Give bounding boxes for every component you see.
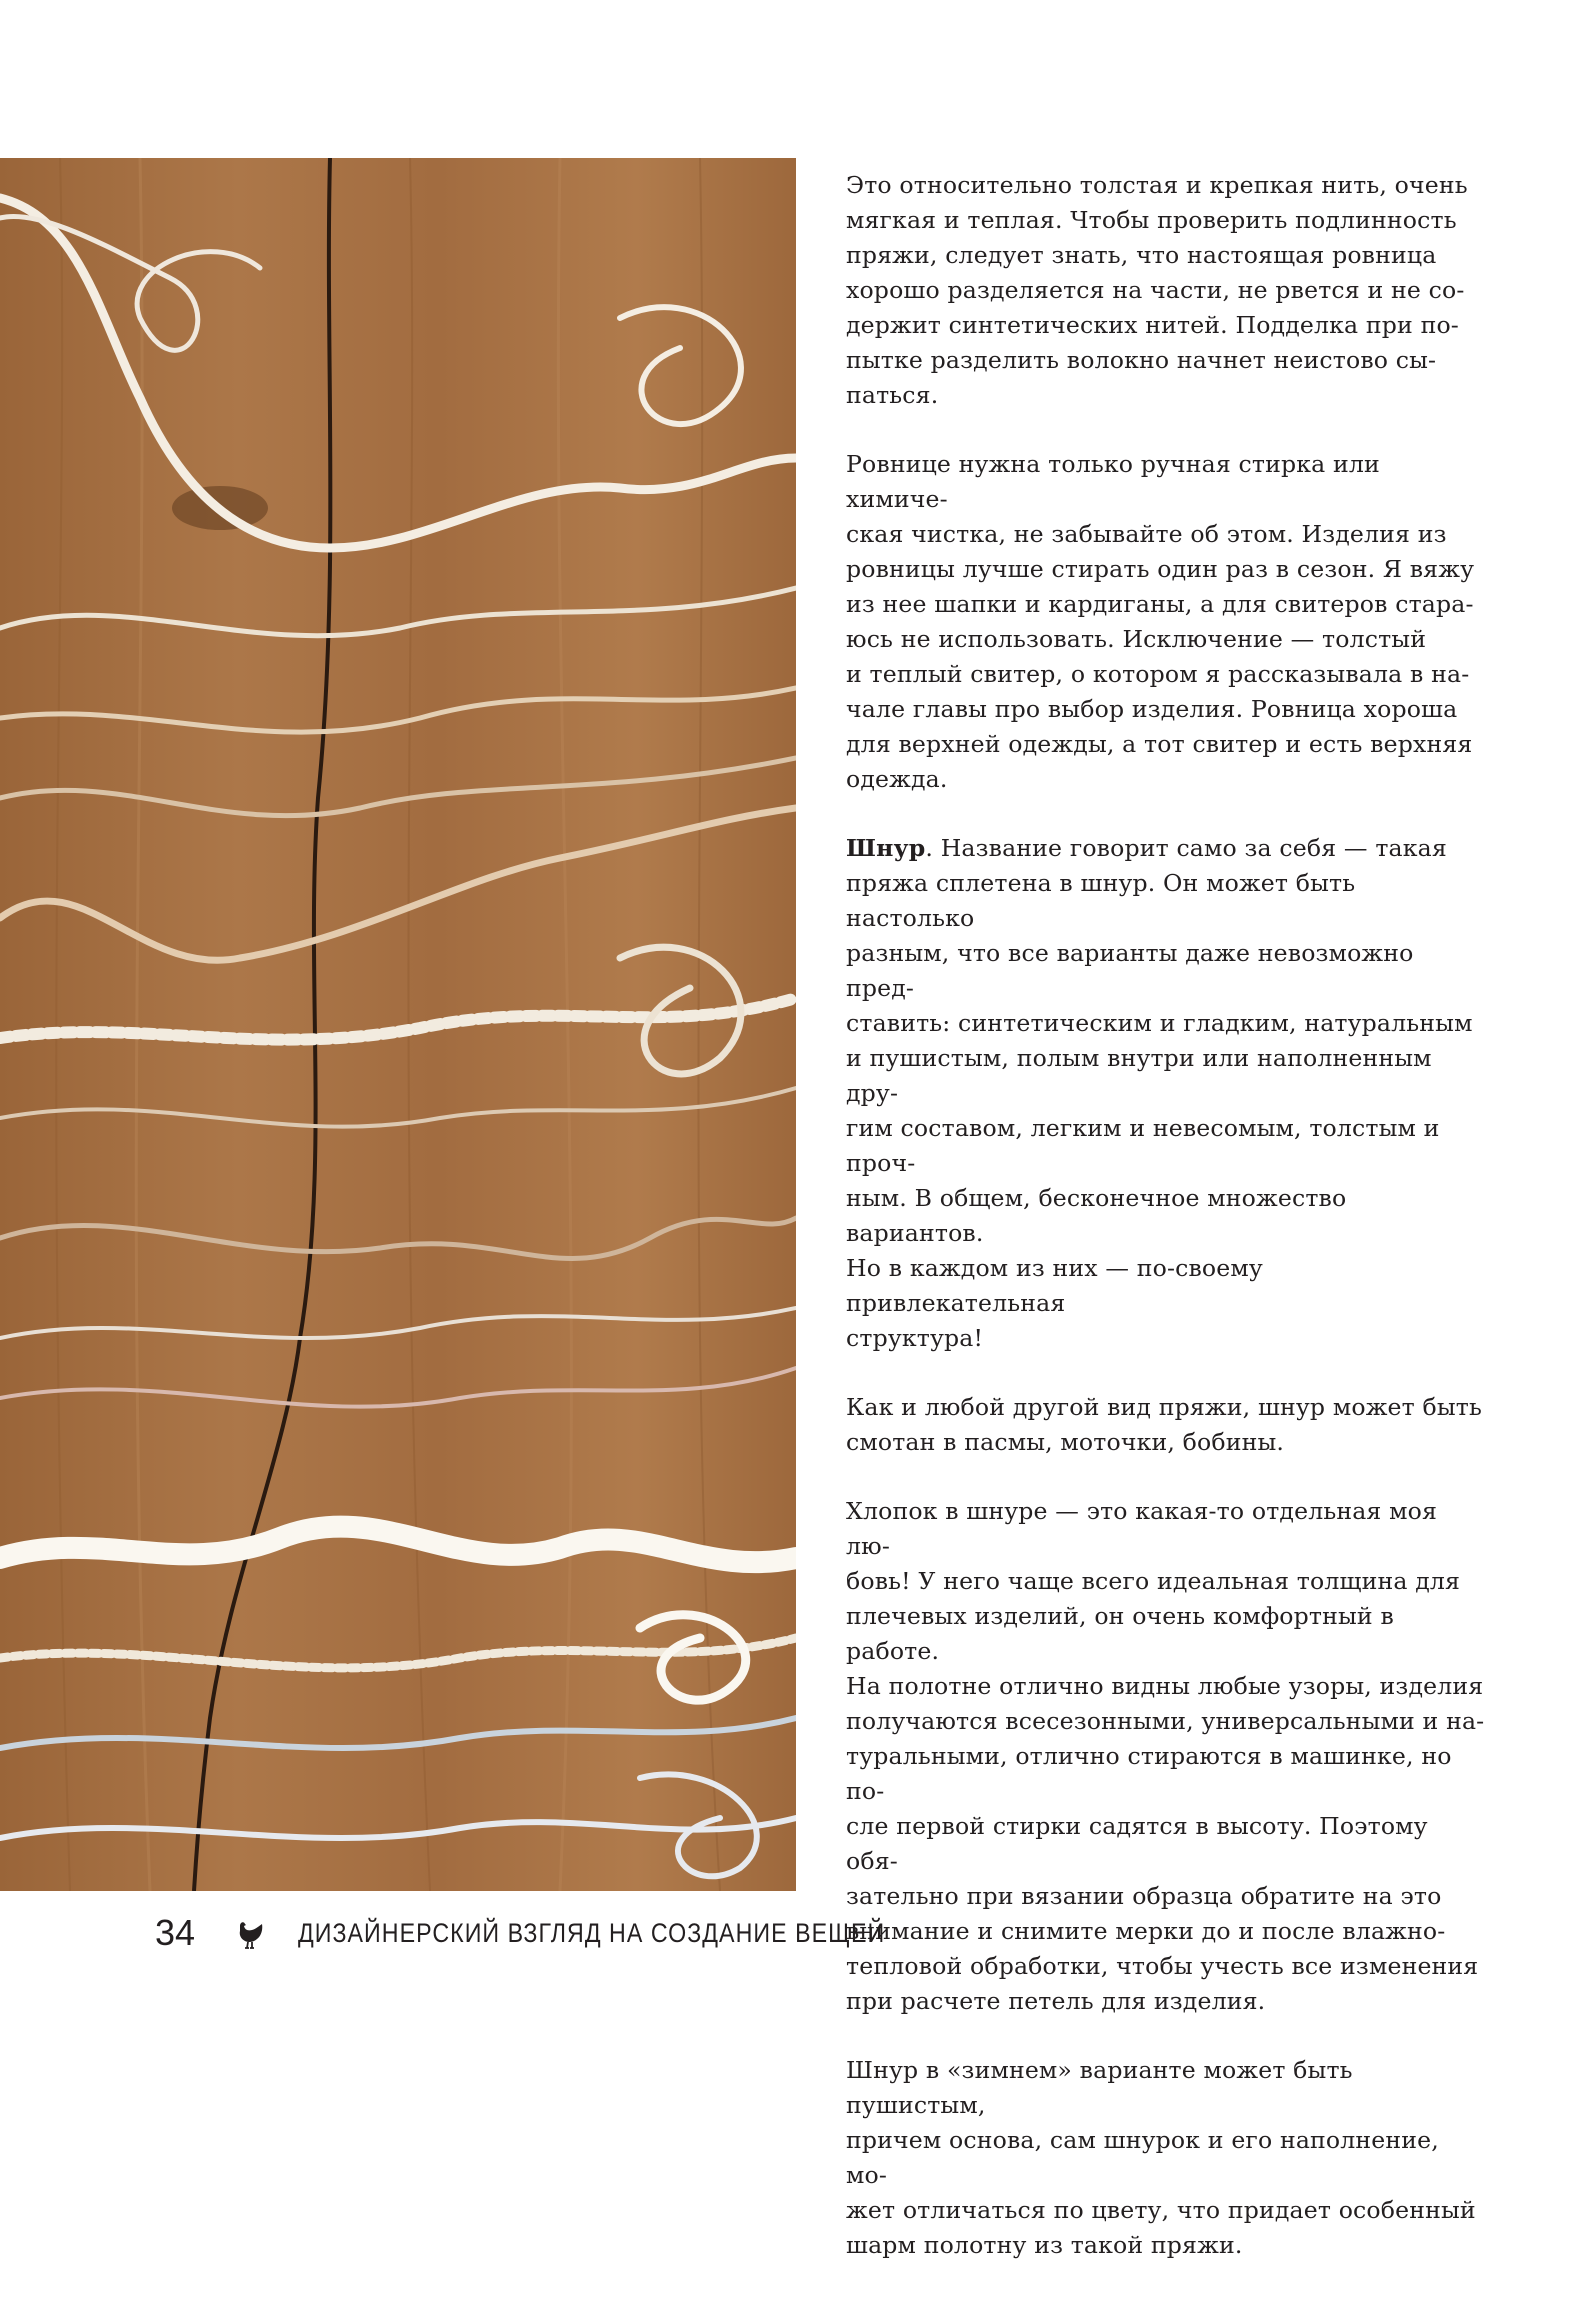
paragraph: Ровнице нужна только ручная стирка или химиче- ская чистка, не забывайте об этом. Изделия из ровницы лучше стирать один раз в сезон. Я вяжу из нее шапки и кардиганы, а для свитеров стара- юсь не использовать. Исключение — толстый и теплый свитер, о котором я рассказывала в на- чале главы про выбор изделия. Ровница хороша для верхней одежды, а тот свитер и есть верхняя одежда. bbox=[846, 450, 1475, 793]
running-title: ДИЗАЙНЕРСКИЙ ВЗГЛЯД НА СОЗДАНИЕ ВЕЩЕЙ bbox=[298, 1918, 886, 1948]
paragraph: Как и любой другой вид пряжи, шнур может быть смотан в пасмы, моточки, бобины. bbox=[846, 1393, 1482, 1456]
hen-icon bbox=[232, 1918, 266, 1952]
article-text bbox=[846, 168, 1486, 2297]
paragraph: Это относительно толстая и крепкая нить, очень мягкая и теплая. Чтобы проверить подлинность пряжи, следует знать, что настоящая ровница хорошо разделяется на части, не рвется и не со- держит синтетических нитей. Подделка при по- пытке разделить волокно начнет неистово сы- паться. bbox=[846, 171, 1468, 409]
term-heading: Шнур bbox=[846, 834, 926, 862]
yarn-samples-photo bbox=[0, 158, 796, 1891]
paragraph: Хлопок в шнуре — это какая-то отдельная моя лю- бовь! У него чаще всего идеальная толщина для плечевых изделий, он очень комфортный в работе. На полотне отлично видны любые узоры, изделия получаются всесезонными, универсальными и на- туральными, отлично стираются в машинке, но по- сле первой стирки садятся в высоту. Поэтому обя- зательно при вязании образца обратите на это внимание и снимите мерки до и после влажно- тепловой обработки, чтобы учесть все изменения при расчете петель для изделия. bbox=[846, 1497, 1485, 2015]
paragraph-text: . Название говорит само за себя — такая пряжа сплетена в шнур. Он может быть настолько разным, что все варианты даже невозможно пред- ставить: синтетическим и гладким, натуральным и пушистым, полым внутри или наполненным дру- гим составом, легким и невесомым, толстым и проч- ным. В общем, бесконечное множество вариантов. Но в каждом из них — по-своему привлекательная структура! bbox=[846, 834, 1473, 1352]
yarn-photo-illustration bbox=[0, 158, 796, 1891]
paragraph: Шнур в «зимнем» варианте может быть пушистым, причем основа, сам шнурок и его наполнение, мо- жет отличаться по цвету, что придает особенный шарм полотну из такой пряжи. bbox=[846, 2056, 1476, 2259]
paragraph bbox=[846, 831, 1486, 1356]
page-footer bbox=[0, 1905, 1591, 1965]
page-number: 34 bbox=[155, 1912, 196, 1953]
wood-table bbox=[0, 158, 796, 1891]
